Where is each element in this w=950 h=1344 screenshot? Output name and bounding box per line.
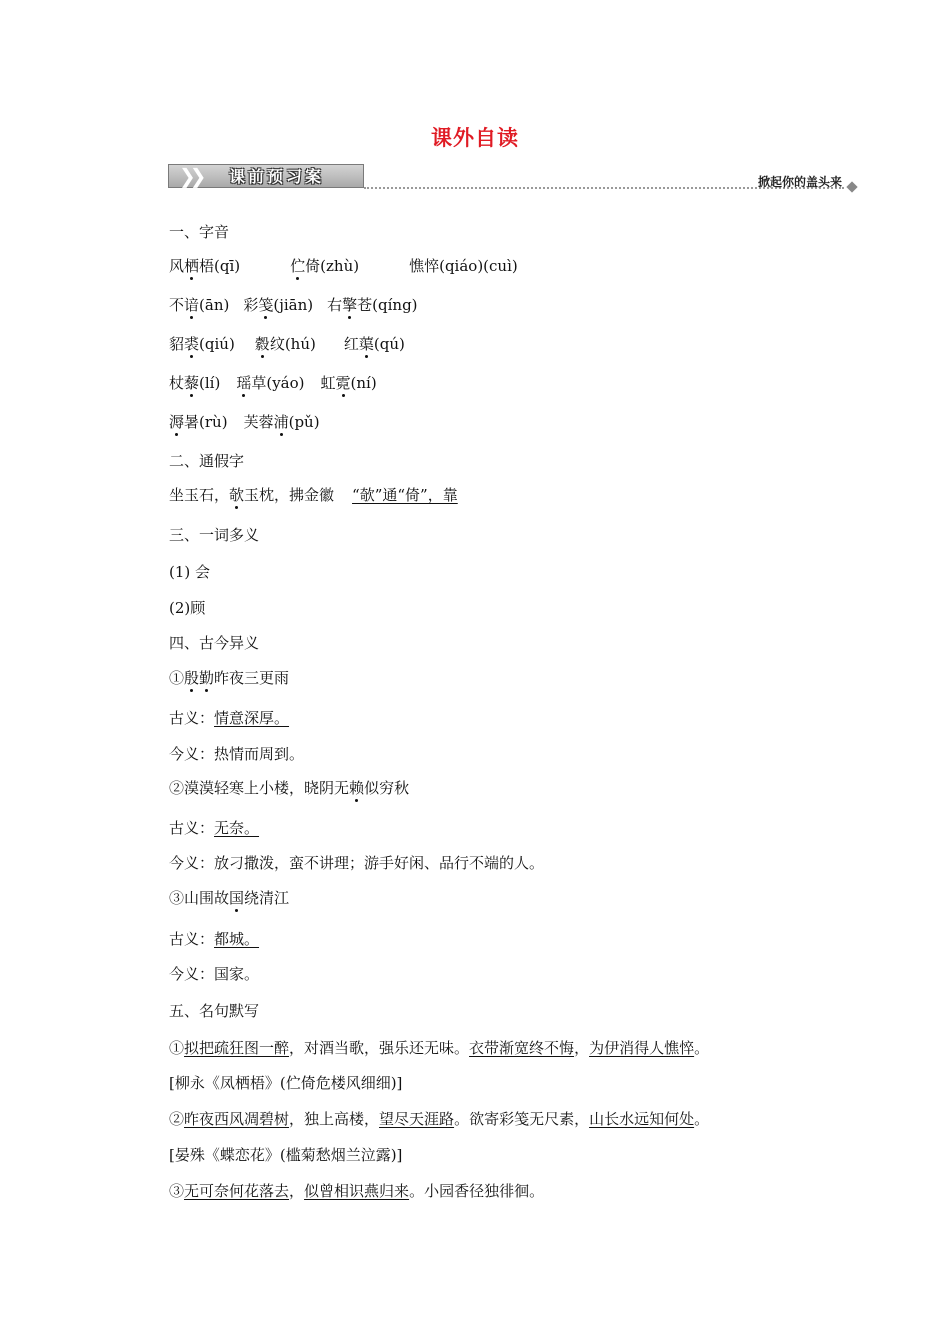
gujin-sentence: [169, 888, 289, 908]
dotted-char: 伫: [290, 257, 306, 275]
text-run: 虹: [320, 374, 336, 392]
answer-text: 为伊消得人憔悴: [589, 1039, 695, 1057]
diamond-icon: [846, 181, 857, 192]
text-run: 苍(qíng): [357, 296, 418, 314]
dotted-char: 殷: [184, 669, 200, 687]
text-run: 芙蓉: [243, 413, 274, 431]
dotted-char: 浦: [273, 413, 289, 431]
quote-line: [169, 1109, 709, 1129]
dotted-char: 擎: [342, 296, 358, 314]
pronunciation-row: [169, 256, 518, 276]
section-heading: 一、字音: [169, 223, 230, 241]
text-run: 憔悴(qiáo)(cuì): [409, 257, 518, 275]
text-run: (qú): [373, 335, 405, 353]
text-run: (pǔ): [288, 413, 320, 431]
text-run: ，独上高楼，: [289, 1110, 380, 1128]
answer-text: 昨夜西风凋碧树: [184, 1110, 290, 1128]
dotted-char: 藜: [184, 374, 200, 392]
polysemy-item: (2)顾: [169, 599, 206, 617]
text-run: 杖: [169, 374, 185, 392]
banner-tag: [168, 164, 364, 188]
text-run: 漠漠轻寒上小楼，晓阴: [184, 779, 335, 797]
label: 古义：: [169, 819, 215, 837]
gujin-sentence: [169, 668, 289, 688]
answer-text: 无奈。: [214, 819, 260, 837]
text-run: 。欲寄彩笺无尺素，: [454, 1110, 590, 1128]
answer-text: 似曾相识燕归来: [304, 1182, 410, 1200]
answer-text: 都城。: [214, 930, 260, 948]
item-number: ①: [169, 1039, 185, 1057]
gujin-modern-meaning: 今义：国家。: [169, 965, 260, 983]
text-run: 昨夜三更雨: [214, 669, 290, 687]
quote-line: [169, 1181, 544, 1201]
answer-text: 无可奈何花落去: [184, 1182, 290, 1200]
gujin-sentence: [169, 778, 409, 798]
pronunciation-row: [169, 295, 418, 315]
text-run: 红: [343, 335, 359, 353]
section-heading: 五、名句默写: [169, 1002, 260, 1020]
dotted-char: 縠: [254, 335, 270, 353]
section-heading: 二、通假字: [169, 452, 245, 470]
gujin-ancient-meaning: [169, 929, 259, 949]
text-run: 。: [694, 1110, 710, 1128]
text-run: 彩: [243, 296, 259, 314]
label: 古义：: [169, 930, 215, 948]
text-run: (lí): [199, 374, 221, 392]
pronunciation-row: [169, 334, 405, 354]
answer-text: 山长水远知何处: [589, 1110, 695, 1128]
chevron-right-icon: ❯❯: [179, 164, 201, 188]
dotted-char: 勤: [199, 669, 215, 687]
dotted-char: 笺: [258, 296, 274, 314]
text-run: 绕清江: [244, 889, 290, 907]
dotted-char: 欹: [229, 486, 245, 504]
answer-text: 拟把疏狂图一醉: [184, 1039, 290, 1057]
dotted-char: 蕖: [358, 335, 374, 353]
dotted-char: 瑶: [236, 374, 252, 392]
text-run: 梧(qī): [199, 257, 241, 275]
item-number: ③: [169, 889, 185, 907]
text-run: (ān): [199, 296, 230, 314]
text-run: 倚(zhù): [305, 257, 360, 275]
pronunciation-row: [169, 412, 320, 432]
answer-text: 衣带渐宽终不悔: [469, 1039, 575, 1057]
banner-section-label: 课前预习案: [229, 167, 325, 186]
label: 古义：: [169, 709, 215, 727]
answer-text: “欹”通“倚”，靠: [352, 486, 458, 504]
dotted-char: 裘: [184, 335, 200, 353]
text-run: 纹(hú): [269, 335, 316, 353]
tongjia-line: [169, 485, 458, 505]
banner-right-label: 掀起你的盖头来: [757, 175, 842, 189]
text-run: 玉枕，拂金徽: [244, 486, 335, 504]
gujin-ancient-meaning: [169, 818, 259, 838]
quote-source: [柳永《凤栖梧》(伫倚危楼风细细)]: [169, 1074, 403, 1092]
text-run: 坐玉石，: [169, 486, 230, 504]
dotted-char: 溽: [169, 413, 185, 431]
section-heading: 四、古今异义: [169, 634, 260, 652]
gujin-ancient-meaning: [169, 708, 289, 728]
text-run: 右: [327, 296, 343, 314]
text-run: (ní): [350, 374, 377, 392]
text-run: 貂: [169, 335, 185, 353]
item-number: ①: [169, 669, 185, 687]
section-heading: 三、一词多义: [169, 526, 260, 544]
text-run: ，: [289, 1182, 305, 1200]
dotted-char: 谙: [184, 296, 200, 314]
text-run: 似穷秋: [364, 779, 410, 797]
text-run: (jiān): [273, 296, 314, 314]
text-run: 无: [334, 779, 350, 797]
dotted-char: 栖: [184, 257, 200, 275]
answer-text: 望尽天涯路: [379, 1110, 455, 1128]
page-title: 课外自读: [431, 126, 519, 150]
text-run: 。: [694, 1039, 710, 1057]
dotted-char: 国: [229, 889, 245, 907]
item-number: ②: [169, 1110, 185, 1128]
text-run: ，对酒当歌，强乐还无味。: [289, 1039, 470, 1057]
text-run: 山围故: [184, 889, 230, 907]
item-number: ③: [169, 1182, 185, 1200]
text-run: 不: [169, 296, 185, 314]
text-run: ，: [574, 1039, 590, 1057]
section-banner: [168, 162, 858, 192]
text-run: 风: [169, 257, 185, 275]
gujin-modern-meaning: 今义：放刁撒泼，蛮不讲理；游手好闲、品行不端的人。: [169, 854, 545, 872]
text-run: 暑(rù): [184, 413, 228, 431]
text-run: (qiú): [199, 335, 235, 353]
text-run: 草(yáo): [251, 374, 305, 392]
text-run: 。小园香径独徘徊。: [409, 1182, 545, 1200]
gujin-modern-meaning: 今义：热情而周到。: [169, 745, 305, 763]
polysemy-item: (1) 会: [169, 563, 211, 581]
quote-source: [晏殊《蝶恋花》(槛菊愁烟兰泣露)]: [169, 1146, 403, 1164]
dotted-char: 赖: [349, 779, 365, 797]
quote-line: [169, 1038, 709, 1058]
pronunciation-row: [169, 373, 377, 393]
answer-text: 情意深厚。: [214, 709, 290, 727]
item-number: ②: [169, 779, 185, 797]
dotted-char: 霓: [335, 374, 351, 392]
